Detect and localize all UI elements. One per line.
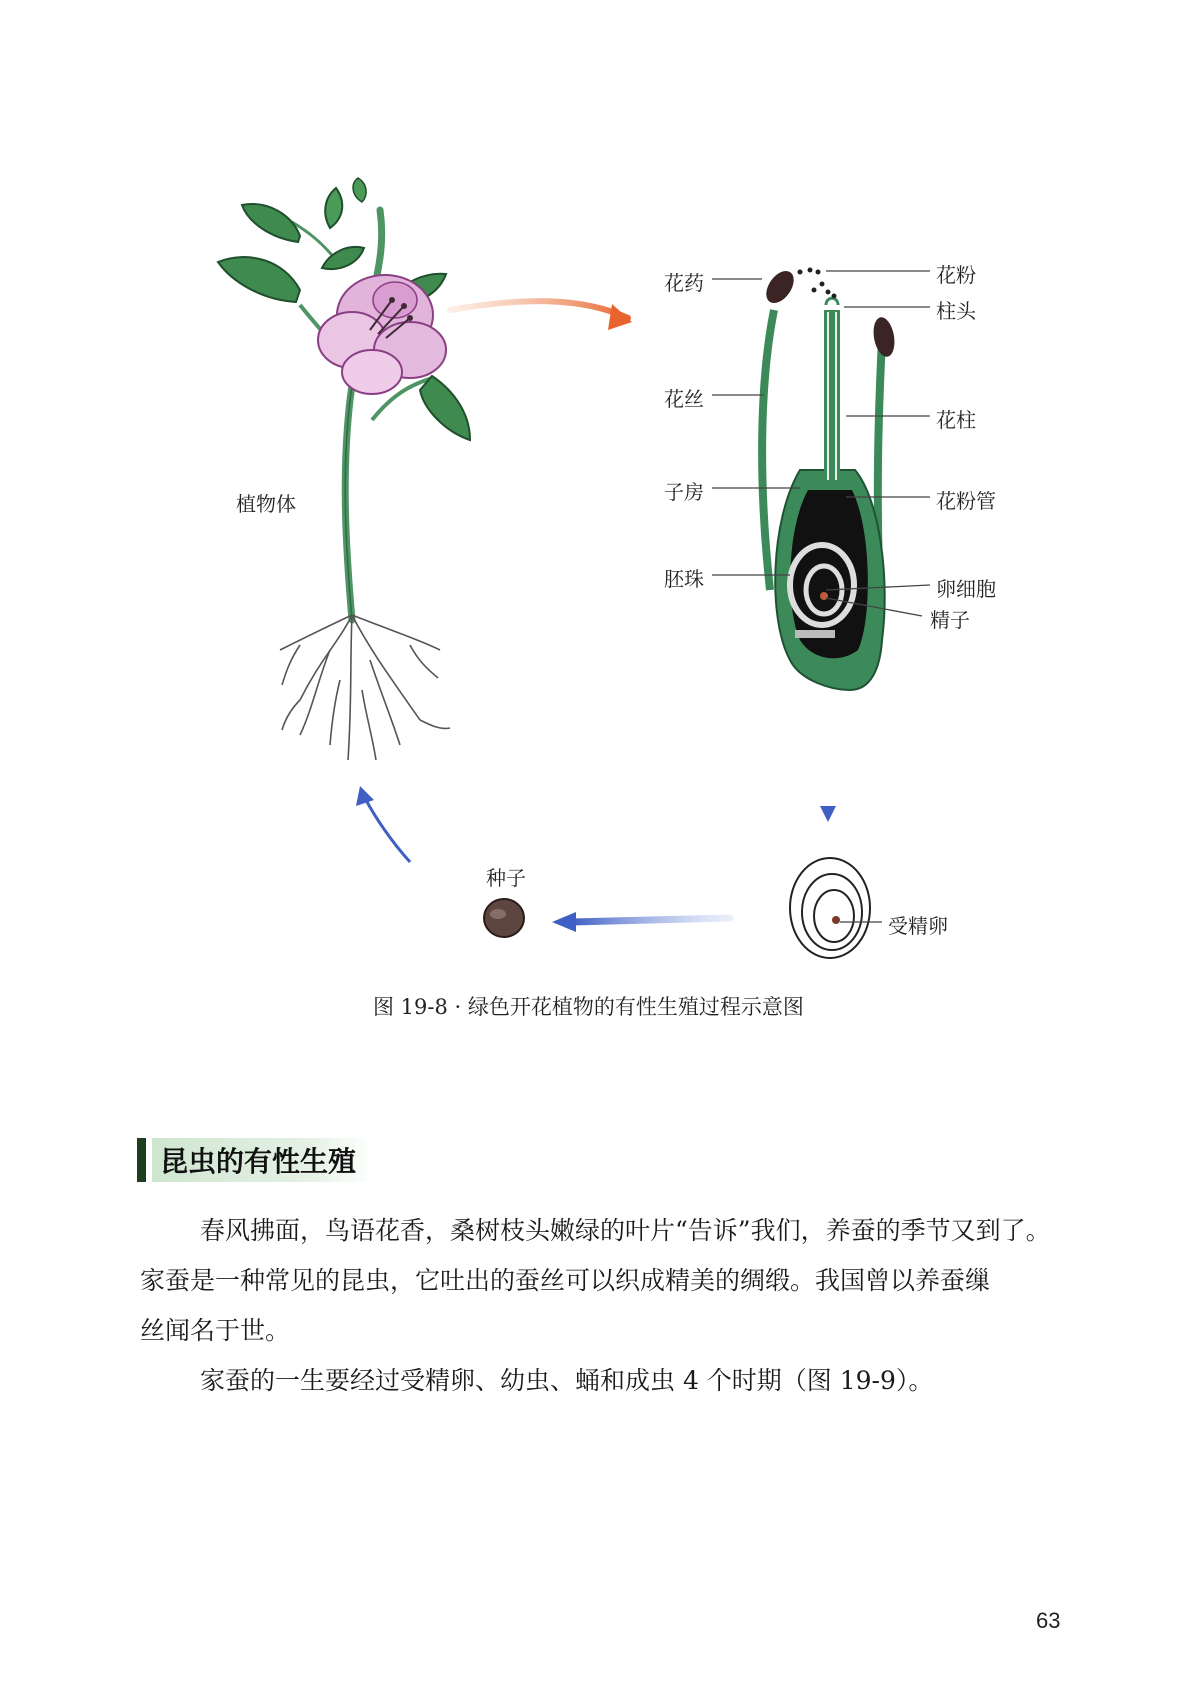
figure-caption: 图 19-8 · 绿色开花植物的有性生殖过程示意图 [373,995,804,1019]
paragraph-1-line-3: 丝闻名于世。 [140,1316,291,1345]
label-ovary: 子房 [664,480,704,504]
section-heading-bar [137,1138,146,1182]
label-filament: 花丝 [664,387,704,411]
label-stigma: 柱头 [936,299,976,323]
arrow-to-zygote [820,768,836,822]
pistil-diagram [712,266,930,690]
paragraph-1-line-2: 家蚕是一种常见的昆虫，它吐出的蚕丝可以织成精美的绸缎。我国曾以养蚕缫 [140,1266,991,1295]
arrow-to-pistil [450,301,632,330]
paragraph-2-line-1: 家蚕的一生要经过受精卵、幼虫、蛹和成虫 4 个时期（图 19-9）。 [200,1366,934,1395]
roots [280,615,450,760]
label-pollen: 花粉 [936,263,976,287]
section-title: 昆虫的有性生殖 [152,1138,374,1182]
label-seed: 种子 [486,866,526,890]
arrow-to-seed [552,912,730,932]
label-egg-cell: 卵细胞 [936,577,996,601]
paragraph-1-line-1: 春风拂面，鸟语花香，桑树枝头嫩绿的叶片“告诉”我们，养蚕的季节又到了。 [200,1216,1051,1245]
arrow-to-plant [356,786,410,862]
label-style: 花柱 [936,408,976,432]
section-heading [137,1138,397,1182]
zygote-drawing [790,858,882,958]
label-plant-body: 植物体 [236,492,296,516]
label-zygote: 受精卵 [888,914,948,938]
label-anther: 花药 [664,271,704,295]
page-number: 63 [1036,1608,1061,1633]
label-sperm: 精子 [930,608,970,632]
plant-drawing [218,178,470,760]
label-ovule: 胚珠 [664,567,704,591]
seed-drawing [484,899,524,937]
label-pollen-tube: 花粉管 [936,489,996,513]
